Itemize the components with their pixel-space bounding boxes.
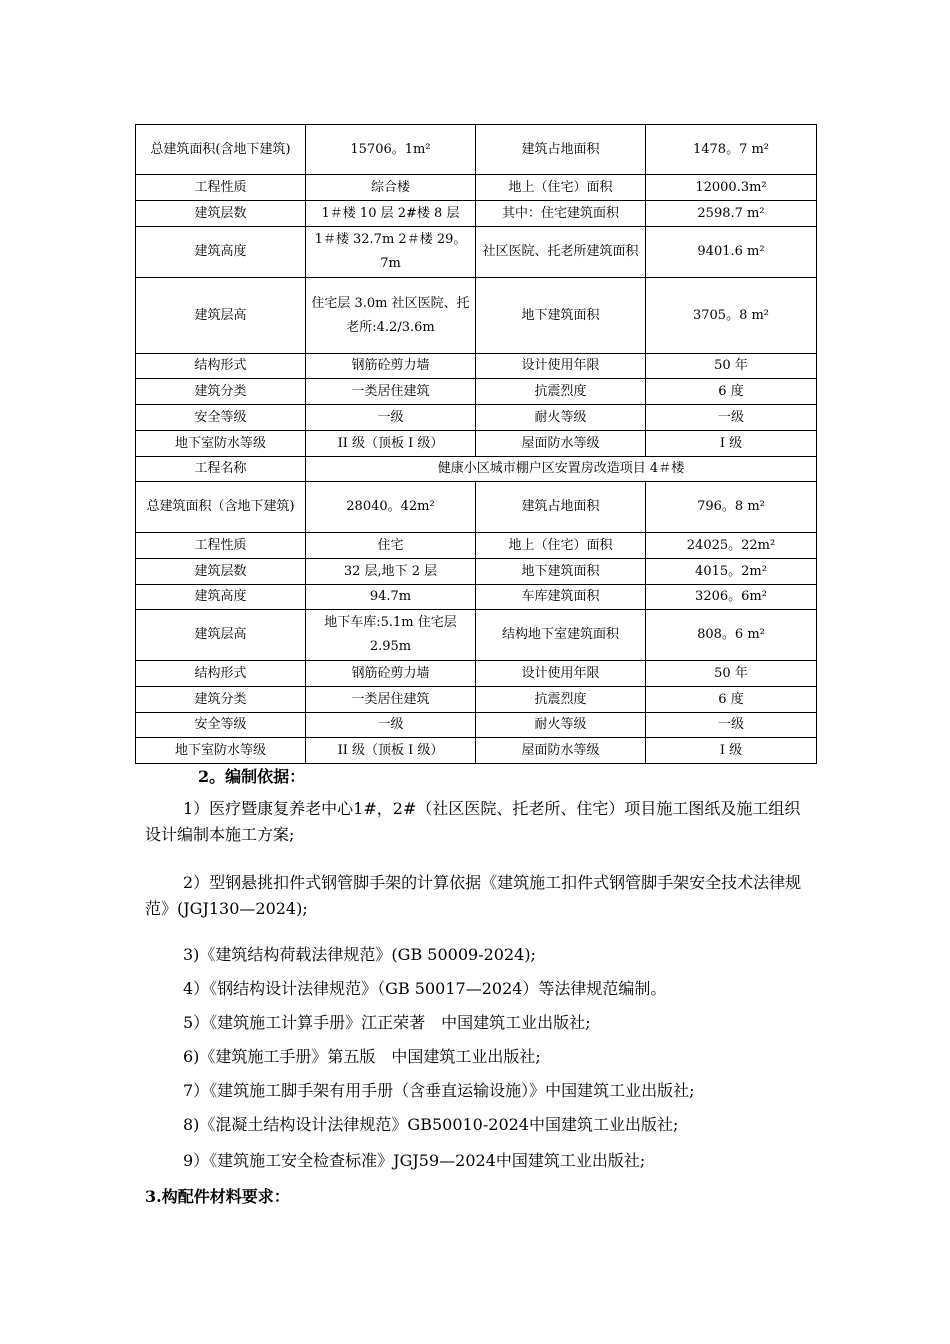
table-cell: 9401.6 m² <box>646 227 817 278</box>
table-row <box>136 379 817 405</box>
table-row <box>136 585 817 610</box>
table-cell: 住宅层 3.0m 社区医院、托老所:4.2/3.6m <box>306 278 476 354</box>
basis-item-4: 4）《钢结构设计法律规范》（GB 50017—2024）等法律规范编制。 <box>183 979 667 998</box>
table-row <box>136 713 817 738</box>
table-cell: 地下建筑面积 <box>476 278 646 354</box>
table-cell: II 级（顶板 I 级） <box>306 738 476 764</box>
basis-item-3: 3)《建筑结构荷载法律规范》(GB 50009-2024); <box>183 945 536 964</box>
basis-item-9: 9）《建筑施工安全检查标准》JGJ59—2024中国建筑工业出版社; <box>183 1151 646 1170</box>
table-cell: 建筑层数 <box>136 201 306 227</box>
table-cell: 地上（住宅）面积 <box>476 175 646 201</box>
table-row <box>136 354 817 379</box>
table-cell: 建筑分类 <box>136 379 306 405</box>
table-cell: 建筑高度 <box>136 585 306 610</box>
table-cell: 耐火等级 <box>476 713 646 738</box>
table-cell: 一级 <box>646 405 817 431</box>
table-cell: 24025。22m² <box>646 533 817 559</box>
table-cell: 工程性质 <box>136 533 306 559</box>
table-cell: I 级 <box>646 738 817 764</box>
basis-item-7: 7）《建筑施工脚手架有用手册（含垂直运输设施）》中国建筑工业出版社; <box>183 1081 695 1100</box>
table-cell: 总建筑面积（含地下建筑) <box>136 482 306 533</box>
table-row <box>136 227 817 278</box>
table-cell: II 级（顶板 I 级） <box>306 431 476 457</box>
table-cell: 住宅 <box>306 533 476 559</box>
table-row <box>136 457 817 482</box>
table-cell: 一级 <box>306 405 476 431</box>
table-cell: 工程性质 <box>136 175 306 201</box>
basis-item-8: 8)《混凝土结构设计法律规范》GB50010-2024中国建筑工业出版社; <box>183 1115 679 1134</box>
table-cell: 15706。1m² <box>306 125 476 175</box>
table-cell: 建筑层高 <box>136 610 306 661</box>
table-cell: 安全等级 <box>136 713 306 738</box>
basis-item-1: 1）医疗暨康复养老中心1#，2#（社区医院、托老所、住宅）项目施工图纸及施工组织设计编制本施工方案; <box>145 799 801 844</box>
table-cell: 地下建筑面积 <box>476 559 646 585</box>
table-cell: 建筑分类 <box>136 687 306 713</box>
table-cell: 地上（住宅）面积 <box>476 533 646 559</box>
table-cell: 耐火等级 <box>476 405 646 431</box>
table-cell: 健康小区城市棚户区安置房改造项目 4＃楼 <box>306 457 817 482</box>
table-cell: 设计使用年限 <box>476 354 646 379</box>
table-row <box>136 559 817 585</box>
table-cell: 28040。42m² <box>306 482 476 533</box>
table-cell: 一级 <box>646 713 817 738</box>
table-row <box>136 610 817 661</box>
table-cell: 屋面防水等级 <box>476 738 646 764</box>
table-cell: 一类居住建筑 <box>306 379 476 405</box>
table-cell: 建筑层高 <box>136 278 306 354</box>
table-row <box>136 431 817 457</box>
table-cell: 一类居住建筑 <box>306 687 476 713</box>
table-cell: 地下车库:5.1m 住宅层 2.95m <box>306 610 476 661</box>
table-cell: 抗震烈度 <box>476 379 646 405</box>
table-cell: 其中：住宅建筑面积 <box>476 201 646 227</box>
project-info-table <box>135 124 817 764</box>
table-cell: 1＃楼 10 层 2#楼 8 层 <box>306 201 476 227</box>
table-cell: 结构形式 <box>136 354 306 379</box>
table-cell: 综合楼 <box>306 175 476 201</box>
table-cell: 结构形式 <box>136 661 306 687</box>
basis-item-5: 5）《建筑施工计算手册》江正荣著 中国建筑工业出版社; <box>183 1013 591 1032</box>
table-cell: 建筑占地面积 <box>476 482 646 533</box>
table-cell: I 级 <box>646 431 817 457</box>
table-row <box>136 201 817 227</box>
table-cell: 钢筋砼剪力墙 <box>306 661 476 687</box>
table-cell: 6 度 <box>646 687 817 713</box>
table-cell: 1478。7 m² <box>646 125 817 175</box>
table-cell: 社区医院、托老所建筑面积 <box>476 227 646 278</box>
table-cell: 12000.3m² <box>646 175 817 201</box>
table-cell: 一级 <box>306 713 476 738</box>
table-row <box>136 125 817 175</box>
table-row <box>136 405 817 431</box>
table-row <box>136 482 817 533</box>
table-cell: 结构地下室建筑面积 <box>476 610 646 661</box>
table-cell: 安全等级 <box>136 405 306 431</box>
table-cell: 建筑层数 <box>136 559 306 585</box>
table-cell: 设计使用年限 <box>476 661 646 687</box>
table-cell: 94.7m <box>306 585 476 610</box>
table-cell: 4015。2m² <box>646 559 817 585</box>
table-cell: 50 年 <box>646 354 817 379</box>
section-2-heading: 2。编制依据： <box>198 767 306 786</box>
table-row <box>136 175 817 201</box>
table-cell: 总建筑面积(含地下建筑) <box>136 125 306 175</box>
table-cell: 屋面防水等级 <box>476 431 646 457</box>
table-cell: 建筑占地面积 <box>476 125 646 175</box>
table-row <box>136 738 817 764</box>
table-cell: 车库建筑面积 <box>476 585 646 610</box>
table-cell: 1＃楼 32.7m 2＃楼 29。7m <box>306 227 476 278</box>
table-cell: 地下室防水等级 <box>136 431 306 457</box>
table-cell: 建筑高度 <box>136 227 306 278</box>
table-row <box>136 661 817 687</box>
table-cell: 3705。8 m² <box>646 278 817 354</box>
table-cell: 地下室防水等级 <box>136 738 306 764</box>
table-cell: 6 度 <box>646 379 817 405</box>
table-cell: 796。8 m² <box>646 482 817 533</box>
table-row <box>136 687 817 713</box>
table-cell: 50 年 <box>646 661 817 687</box>
table-row <box>136 278 817 354</box>
table-cell: 钢筋砼剪力墙 <box>306 354 476 379</box>
basis-item-2: 2）型钢悬挑扣件式钢管脚手架的计算依据《建筑施工扣件式钢管脚手架安全技术法律规范》(JGJ130—2024); <box>145 873 802 918</box>
table-cell: 2598.7 m² <box>646 201 817 227</box>
table-row <box>136 533 817 559</box>
table-cell: 3206。6m² <box>646 585 817 610</box>
section-3-heading: 3.构配件材料要求： <box>145 1187 290 1206</box>
table-cell: 抗震烈度 <box>476 687 646 713</box>
table-cell: 32 层,地下 2 层 <box>306 559 476 585</box>
table-cell: 808。6 m² <box>646 610 817 661</box>
basis-item-6: 6)《建筑施工手册》第五版 中国建筑工业出版社; <box>183 1047 541 1066</box>
table-cell: 工程名称 <box>136 457 306 482</box>
